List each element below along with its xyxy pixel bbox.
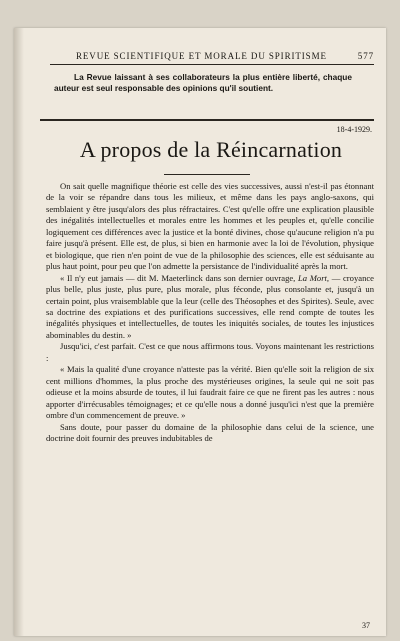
paragraph: On sait quelle magnifique théorie est celle des vies successives, aussi n'est-il pas étonnant de la voir se répandre dans tous les milieux, et même dans les pays anglo-saxons, qui semblaient y être jusqu'alors des plus réfractaires. C'est qu'elle offre une explication plausible des inégalités intellectuelles et morales entre les hommes et les peuples et, qu'elle concilie logiquement ces différences avec la justice et la bonté divines, chose qu'aucune religion n'a pu faire jusqu'à présent. Elle est, de plus, si bien en harmonie avec la loi de l'évolution, physique et biologique, que rien n'en point de vue de la philosophie des sciences, elle est séduisante au plus haut point, pour peu que l'on admette la persistance de l'individualité après la mort. bbox=[46, 181, 374, 272]
paragraph: « Mais la qualité d'une croyance n'atteste pas la vérité. Bien qu'elle soit la religion de six cent millions d'hommes, la plus proche des mystérieuses origines, la seule qui ne soit pas odieuse et la moins absurde de toutes, il lui faudrait faire ce que ne firent pas les autres : nous apporter d'irrécusables témoignages; et ce qu'elle nous a donné jusqu'ici n'est que la première ombre d'un commencement de preuve. » bbox=[46, 364, 374, 421]
paragraph bbox=[46, 273, 374, 342]
paragraph-text: « Il n'y eut jamais — dit M. Maeterlinck dans son dernier ouvrage, bbox=[60, 272, 298, 283]
article-body bbox=[46, 181, 374, 444]
title-underline bbox=[164, 174, 250, 175]
section-divider bbox=[40, 119, 374, 121]
signature-number: 37 bbox=[362, 621, 370, 630]
running-header bbox=[50, 50, 374, 65]
page-number: 577 bbox=[357, 51, 374, 61]
paragraph-text: , — croyance plus belle, plus juste, plus pure, plus morale, plus féconde, plus consolante et, jusqu'à un certain point, plus vraisemblable que la leur (celle des Théosophes et des Spirites). Seule, avec sa doctrine des expiations et des purifications successives, elle rend compte de toutes les inégalités physiques et intellectuelles, de toutes les iniquités sociales, de toutes les injustices abominables du destin. » bbox=[46, 272, 374, 340]
editorial-disclaimer: La Revue laissant à ses collaborateurs la plus entière liberté, chaque auteur est seul responsable des opinions qu'il soutient. bbox=[54, 72, 352, 93]
book-title-italic: La Mort bbox=[298, 272, 327, 283]
article-title: A propos de la Réincarnation bbox=[79, 137, 343, 162]
page-gutter-shadow bbox=[14, 28, 24, 636]
article-date: 18-4-1929. bbox=[336, 125, 372, 134]
book-page bbox=[14, 28, 386, 636]
paragraph: Sans doute, pour passer du domaine de la philosophie dans celui de la science, une doctrine doit fournir des preuves indubitables de bbox=[46, 421, 374, 443]
running-title: REVUE SCIENTIFIQUE ET MORALE DU SPIRITISME bbox=[76, 51, 327, 61]
paragraph: Jusqu'ici, c'est parfait. C'est ce que nous affirmons tous. Voyons maintenant les restrictions : bbox=[46, 341, 374, 363]
